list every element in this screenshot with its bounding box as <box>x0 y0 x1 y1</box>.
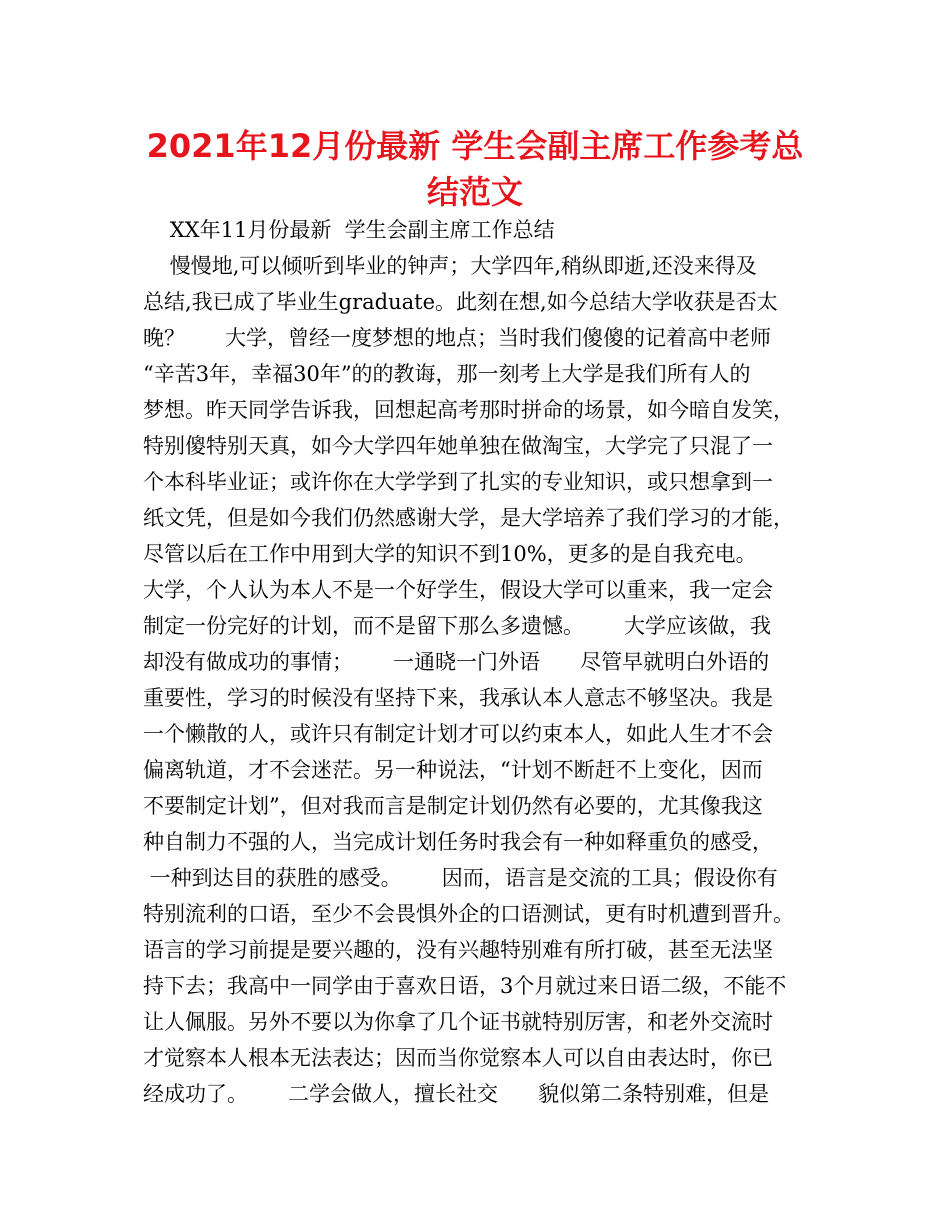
body-line: 尽管以后在工作中用到大学的知识不到10%，更多的是自我充电。 <box>143 542 757 566</box>
body-line: 却没有做成功的事情； 一通晓一门外语 尽管早就明白外语的 <box>143 650 770 674</box>
body-line: 特别流利的口语，至少不会畏惧外企的口语测试，更有时机遭到晋升。 <box>143 902 794 926</box>
body-line: 一种到达目的获胜的感受。 因而，语言是交流的工具；假设你有 <box>143 866 778 890</box>
body-line: 总结,我已成了毕业生graduate。此刻在想,如今总结大学收获是否太 <box>143 290 778 314</box>
body-line: 梦想。昨天同学告诉我，回想起高考那时拼命的场景，如今暗自发笑， <box>143 398 794 422</box>
body-line: 晚？ 大学，曾经一度梦想的地点；当时我们傻傻的记着高中老师 <box>143 326 772 350</box>
body-line: 语言的学习前提是要兴趣的，没有兴趣特别难有所打破，甚至无法坚 <box>143 938 773 962</box>
body-line: 让人佩服。另外不要以为你拿了几个证书就特别厉害，和老外交流时 <box>143 1010 773 1034</box>
document-title-line-1: 2021年12月份最新 学生会副主席工作参考总 <box>146 127 804 165</box>
body-line: 才觉察本人根本无法表达；因而当你觉察本人可以自由表达时，你已 <box>143 1046 773 1070</box>
body-line: 大学，个人认为本人不是一个好学生，假设大学可以重来，我一定会 <box>143 578 773 602</box>
body-line: 不要制定计划”，但对我而言是制定计划仍然有必要的，尤其像我这 <box>143 794 763 818</box>
body-line: 特别傻特别天真，如今大学四年她单独在做淘宝，大学完了只混了一 <box>143 434 773 458</box>
body-line: 一个懒散的人，或许只有制定计划才可以约束本人，如此人生才不会 <box>143 722 773 746</box>
body-line: 慢慢地,可以倾听到毕业的钟声；大学四年,稍纵即逝,还没来得及 <box>143 254 757 278</box>
body-line: 经成功了。 二学会做人，擅长社交 貌似第二条特别难，但是 <box>143 1082 770 1106</box>
body-line: 重要性，学习的时候没有坚持下来，我承认本人意志不够坚决。我是 <box>143 686 773 710</box>
body-line: 制定一份完好的计划，而不是留下那么多遗憾。 大学应该做，我 <box>143 614 772 638</box>
body-line: “辛苦3年，幸福30年”的的教诲，那一刻考上大学是我们所有人的 <box>143 362 751 386</box>
body-line: 种自制力不强的人，当完成计划任务时我会有一种如释重负的感受， <box>143 830 773 854</box>
body-line: 持下去；我高中一同学由于喜欢日语，3个月就过来日语二级，不能不 <box>143 974 787 998</box>
body-line: XX年11月份最新 学生会副主席工作总结 <box>143 218 555 242</box>
body-line: 个本科毕业证；或许你在大学学到了扎实的专业知识，或只想拿到一 <box>143 470 773 494</box>
body-line: 纸文凭，但是如今我们仍然感谢大学，是大学培养了我们学习的才能， <box>143 506 794 530</box>
document-title-line-2: 结范文 <box>426 173 523 211</box>
body-line: 偏离轨道，才不会迷茫。另一种说法，“计划不断赶不上变化，因而 <box>143 758 763 782</box>
